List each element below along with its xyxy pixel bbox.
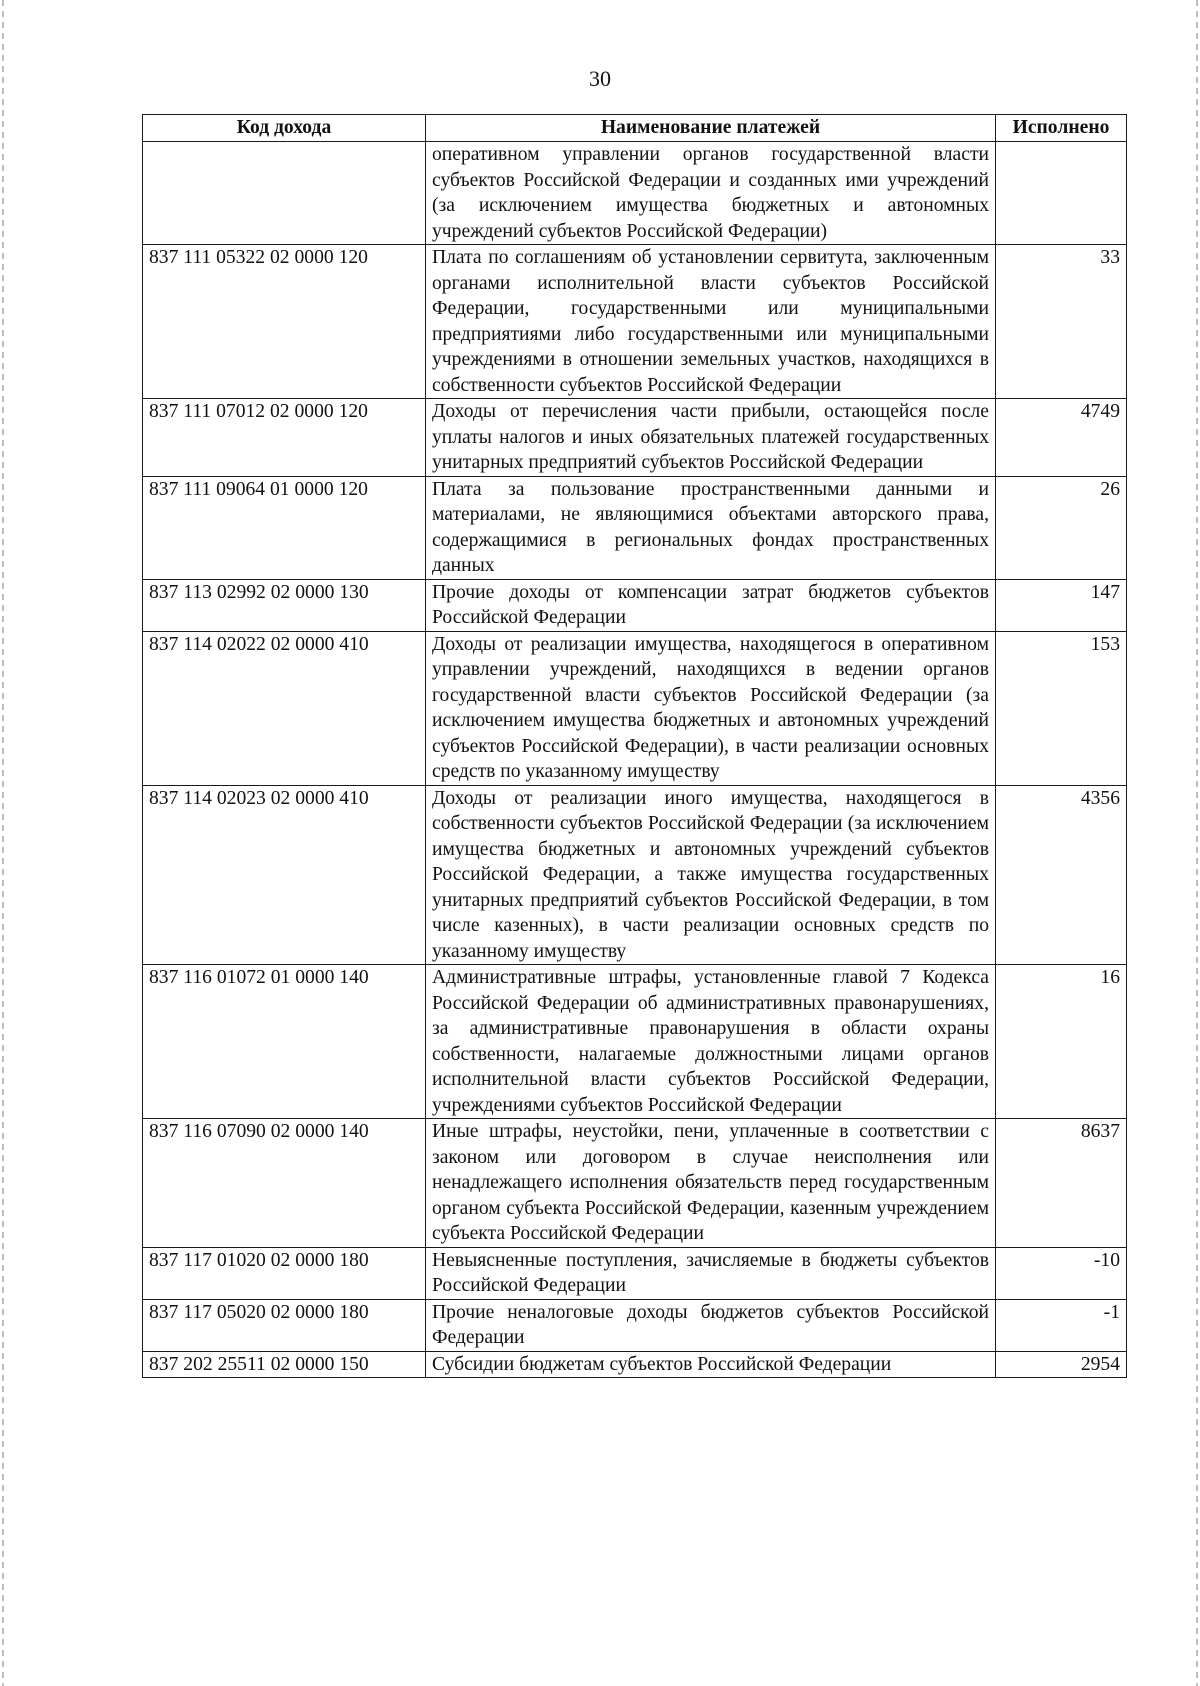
page-number: 30	[589, 66, 611, 91]
table-row	[143, 1247, 1127, 1299]
revenue-code: 837 114 02023 02 0000 410	[143, 785, 426, 965]
payment-name: Плата за пользование пространственными данными и материалами, не являющимися объектами авторского права, содержащимися в региональных фондах пространственных данных	[426, 476, 996, 579]
table-row	[143, 476, 1127, 579]
table-row	[143, 399, 1127, 477]
table-row	[143, 245, 1127, 399]
revenue-code: 837 113 02992 02 0000 130	[143, 579, 426, 631]
table-row	[143, 579, 1127, 631]
executed-amount: 16	[996, 965, 1127, 1119]
revenue-code: 837 111 05322 02 0000 120	[143, 245, 426, 399]
payment-name: Доходы от перечисления части прибыли, остающейся после уплаты налогов и иных обязательных платежей государственных унитарных предприятий субъектов Российской Федерации	[426, 399, 996, 477]
header-sum: Исполнено	[996, 115, 1127, 142]
scan-edge-left	[2, 0, 4, 1686]
payment-name: Невыясненные поступления, зачисляемые в бюджеты субъектов Российской Федерации	[426, 1247, 996, 1299]
table-header-row	[143, 115, 1127, 142]
executed-amount: -1	[996, 1299, 1127, 1351]
scan-edge-right	[1196, 0, 1198, 1686]
payment-name: Доходы от реализации иного имущества, находящегося в собственности субъектов Российской Федерации (за исключением имущества бюджетных и автономных учреждений субъектов Российской Федерации, а также имущества государственных унитарных предприятий субъектов Российской Федерации, в том числе казенных), в части реализации основных средств по указанному имуществу	[426, 785, 996, 965]
executed-amount	[996, 142, 1127, 245]
revenue-code: 837 111 07012 02 0000 120	[143, 399, 426, 477]
revenue-code	[143, 142, 426, 245]
payment-name: Доходы от реализации имущества, находящегося в оперативном управлении учреждений, находящихся в ведении органов государственной власти субъектов Российской Федерации (за исключением имущества бюджетных и автономных учреждений субъектов Российской Федерации), в части реализации основных средств по указанному имуществу	[426, 631, 996, 785]
payment-name: Иные штрафы, неустойки, пени, уплаченные в соответствии с законом или договором в случае неисполнения или ненадлежащего исполнения обязательств перед государственным органом субъекта Российской Федерации, казенным учреждением субъекта Российской Федерации	[426, 1119, 996, 1248]
executed-amount: 8637	[996, 1119, 1127, 1248]
payment-name: Прочие доходы от компенсации затрат бюджетов субъектов Российской Федерации	[426, 579, 996, 631]
table-row	[143, 1119, 1127, 1248]
executed-amount: 33	[996, 245, 1127, 399]
payment-name: оперативном управлении органов государственной власти субъектов Российской Федерации и созданных ими учреждений (за исключением имущества бюджетных и автономных учреждений субъектов Российской Федерации)	[426, 142, 996, 245]
table-row	[143, 1299, 1127, 1351]
table-row	[143, 1351, 1127, 1378]
revenue-code: 837 114 02022 02 0000 410	[143, 631, 426, 785]
executed-amount: 153	[996, 631, 1127, 785]
table-row	[143, 631, 1127, 785]
executed-amount: 4749	[996, 399, 1127, 477]
executed-amount: 147	[996, 579, 1127, 631]
header-name: Наименование платежей	[426, 115, 996, 142]
revenue-code: 837 117 05020 02 0000 180	[143, 1299, 426, 1351]
payment-name: Прочие неналоговые доходы бюджетов субъектов Российской Федерации	[426, 1299, 996, 1351]
revenue-code: 837 116 07090 02 0000 140	[143, 1119, 426, 1248]
revenue-code: 837 111 09064 01 0000 120	[143, 476, 426, 579]
payment-name: Административные штрафы, установленные главой 7 Кодекса Российской Федерации об административных правонарушениях, за административные правонарушения в области охраны собственности, налагаемые должностными лицами органов исполнительной власти субъектов Российской Федерации, учреждениями субъектов Российской Федерации	[426, 965, 996, 1119]
table-row	[143, 965, 1127, 1119]
header-code: Код дохода	[143, 115, 426, 142]
executed-amount: -10	[996, 1247, 1127, 1299]
revenue-code: 837 202 25511 02 0000 150	[143, 1351, 426, 1378]
executed-amount: 4356	[996, 785, 1127, 965]
payment-name: Субсидии бюджетам субъектов Российской Федерации	[426, 1351, 996, 1378]
executed-amount: 26	[996, 476, 1127, 579]
revenue-table	[142, 114, 1127, 1378]
payment-name: Плата по соглашениям об установлении сервитута, заключенным органами исполнительной власти субъектов Российской Федерации, государственными или муниципальными предприятиями либо государственными или муниципальными учреждениями в отношении земельных участков, находящихся в собственности субъектов Российской Федерации	[426, 245, 996, 399]
table-row	[143, 785, 1127, 965]
revenue-code: 837 116 01072 01 0000 140	[143, 965, 426, 1119]
revenue-code: 837 117 01020 02 0000 180	[143, 1247, 426, 1299]
table-row	[143, 142, 1127, 245]
executed-amount: 2954	[996, 1351, 1127, 1378]
